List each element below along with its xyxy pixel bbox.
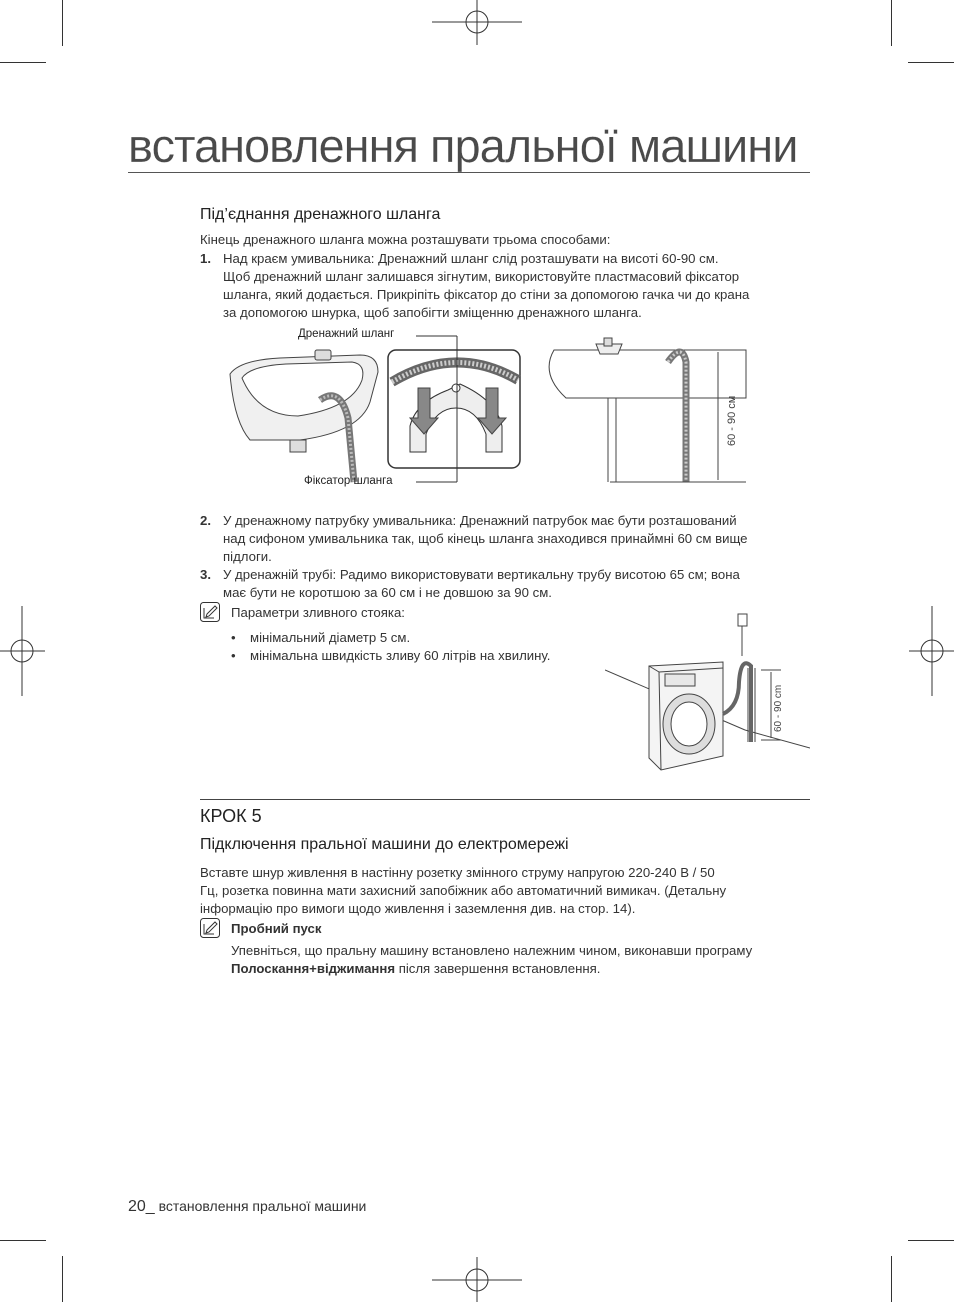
- section-intro: Кінець дренажного шланга можна розташувати трьома способами:: [200, 232, 611, 247]
- title-rule: [128, 172, 810, 173]
- note-pencil-icon: [200, 602, 220, 622]
- paragraph-line: Гц, розетка повинна мати захисний запобіжник або автоматичний вимикач. (Детальну: [200, 883, 727, 898]
- item-line: за допомогою шнурка, щоб запобігти зміщенню дренажного шланга.: [223, 305, 642, 320]
- note-line: [231, 960, 821, 978]
- label-drain-hose: Дренажний шланг: [298, 328, 395, 340]
- bullet-text: мінімальна швидкість зливу 60 літрів на хвилину.: [250, 648, 551, 663]
- note-body-test-run: [231, 942, 821, 978]
- item-line: підлоги.: [223, 549, 272, 564]
- step-rule: [200, 799, 810, 800]
- bullet-dot: •: [231, 648, 236, 663]
- item-line: У дренажній трубі: Радимо використовувати вертикальну трубу висотою 65 см; вона: [223, 567, 740, 582]
- paragraph-line: інформацію про вимоги щодо живлення і заземлення див. на стор. 14).: [200, 901, 636, 916]
- page-title: встановлення пральної машини: [128, 119, 798, 172]
- list-number: 2.: [200, 513, 211, 528]
- dimension-label-1: 60 - 90 см: [726, 395, 738, 446]
- item-line: шланга, який додається. Прикріпіть фіксатор до стіни за допомогою гачка чи до крана: [223, 287, 750, 302]
- dimension-label-2: 60 - 90 cm: [773, 684, 784, 732]
- step-label: КРОК 5: [200, 806, 262, 826]
- paragraph-line: Вставте шнур живлення в настінну розетку змінного струму напругою 220-240 В / 50: [200, 865, 715, 880]
- list-item-3: [200, 566, 843, 602]
- page-footer: [128, 1198, 366, 1216]
- note-title-drain: Параметри зливного стояка:: [231, 605, 405, 620]
- list-item-2: [200, 512, 843, 566]
- note-title-test-run: Пробний пуск: [231, 921, 322, 936]
- label-hose-clip: Фіксатор шланга: [304, 475, 393, 487]
- bullet-dot: •: [231, 630, 236, 645]
- list-item-1: [200, 250, 843, 322]
- note-pencil-icon: [200, 918, 220, 938]
- note-line-rest: після завершення встановлення.: [395, 961, 601, 976]
- item-line: У дренажному патрубку умивальника: Дренажний патрубок має бути розташований: [223, 513, 737, 528]
- note-bullets: [231, 629, 550, 665]
- section-heading-drain: Під’єднання дренажного шланга: [200, 206, 441, 223]
- footer-text: встановлення пральної машини: [154, 1198, 367, 1214]
- list-item: [231, 647, 551, 665]
- item-line: Над краєм умивальника: Дренажний шланг слід розташувати на висоті 60-90 см.: [223, 251, 719, 266]
- sink-drain-figure: [220, 322, 760, 494]
- item-line: над сифоном умивальника так, щоб кінець шланга знаходився принаймні 60 см вище: [223, 531, 748, 546]
- list-item: [231, 629, 550, 647]
- power-paragraph: [200, 864, 820, 918]
- program-name: Полоскання+віджимання: [231, 961, 396, 976]
- list-number: 3.: [200, 567, 211, 582]
- list-number: 1.: [200, 251, 211, 266]
- note-line: Упевніться, що пральну машину встановлено належним чином, виконавши програму: [231, 943, 753, 958]
- item-line: Щоб дренажний шланг залишався зігнутим, використовуйте пластмасовий фіксатор: [223, 269, 740, 284]
- section-heading-power: Підключення пральної машини до електромережі: [200, 836, 569, 853]
- page-number: 20_: [128, 1198, 155, 1215]
- item-line: має бути не коротшою за 60 см і не довшою за 90 см.: [223, 585, 552, 600]
- bullet-text: мінімальний діаметр 5 см.: [250, 630, 411, 645]
